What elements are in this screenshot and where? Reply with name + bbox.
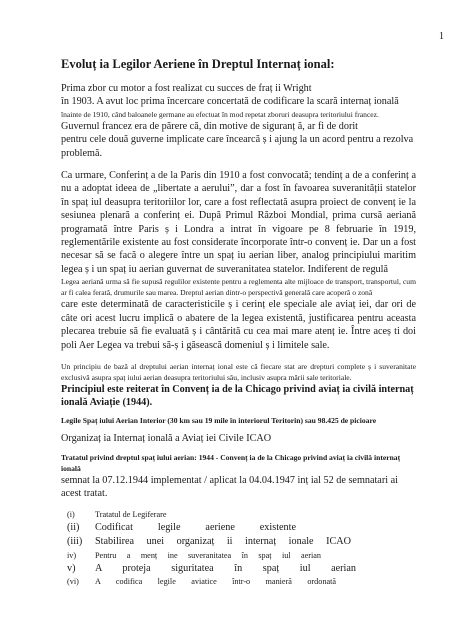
- page-number: 1: [439, 31, 444, 42]
- paragraph-line: Guvernul francez era de părere că, din motive de siguranț ă, ar fi de dorit: [61, 120, 358, 132]
- paragraph-small-text: Legea aeriană urma să fie supusă regulilor existente pentru a reglementa alte mijloace de transport, transportul, cum ar fi calea ferată, drumurile sau marea. Dreptul aerian dintr-o perspectivă generală care acoperă o zonă: [61, 277, 416, 298]
- list-item: v) A proteja siguritatea în spaț iul aerian: [67, 562, 356, 574]
- section-heading-icao: Organizaț ia Internaț ională a Aviaț iei Civile ICAO: [61, 432, 272, 444]
- list-item: iv) Pentru a menț ine suveranitatea în spaț iul aerian: [67, 550, 321, 560]
- paragraph-sovereignty-principle: Un principiu de bază al dreptului aerian internaț ional este că fiecare stat are drepturi complete ș i suveranitate exclusivă asupra spaț iului aerian deasupra teritoriului său, inclusiv asupra mării sale teritoriale.: [61, 361, 416, 382]
- paragraph-line: pentru cele două guverne implicate care încearcă ș i ajung la un acord pentru a rezolva problemă.: [61, 134, 414, 159]
- paragraph-treaty-signed: semnat la 07.12.1944 implementat / aplicat la 04.04.1947 inț ial 52 de semnatari ai acest tratat.: [61, 474, 398, 500]
- paragraph-line: Prima zbor cu motor a fost realizat cu succes de fraț ii Wright: [61, 83, 312, 94]
- paragraph-treaty-heading: Tratatul privind dreptul spaț iului aerian: 1944 - Convenț ia de la Chicago privind aviaț ia civilă internaț ională: [61, 452, 401, 473]
- list-item: (iii) Stabilirea unei organizaț ii internaț ionale ICAO: [67, 536, 351, 548]
- paragraph-paris-conference: Ca urmare, Conferinț a de la Paris din 1910 a fost convocată; tendinț a de a conferinț a nu a adoptat ideea de „libertate a aerului”, dar a fost în favoarea suveranității statelor în spaț iul deasupra teritoriilor lor, care a fost reflectată asupra proiect de convenț ie la sesiunea plenară a conferinț ei. După Primul Război Mondial, prima cursă aeriană programată între Paris ș i Londra a intrat în vigoare pe 8 februarie în 1919, reglementările existente au fost considerate încorporate într-o convenț ie. Dar un a fost necesar să se facă o alegere între un spaț iu aerian liber, analog principiului maritim legea ș i un spaț iu aerian guvernat de suveranitatea statelor. Indiferent de regulă: [61, 170, 416, 275]
- list-item: (ii) Codificat legile aeriene existente: [67, 521, 296, 533]
- list-item: (i) Tratatul de Legiferare: [67, 509, 167, 519]
- list-item: (vi) A codifica legile aviatice într-o manieră ordonată: [67, 577, 336, 587]
- paragraph-aviation-law: care este determinată de caracteristicile ș i cerinț ele speciale ale aviaț iei, dar ori de câte ori acest lucru implică o abatere de la legea existentă, justificarea pentru aceasta plecarea trebuie să fie evaluată ș i cântărită cu cea mai mare atenț ie. Între aceș ti doi poli Aer Legea va trebui să-ș i găsească domeniul ș i limitele sale.: [61, 299, 416, 351]
- paragraph-line-small: înainte de 1910, când baloanele germane au efectuat în mod repetat zboruri deasupra teritoriului francez.: [61, 109, 379, 119]
- document-title: Evoluț ia Legilor Aeriene în Dreptul Internaț ional:: [61, 57, 335, 71]
- document-body: [61, 57, 416, 588]
- paragraph-chicago-reiterated: Principiul este reiterat în Convenț ia de la Chicago privind aviaț ia civilă internaț ională Aviație (1944).: [61, 383, 414, 409]
- treaty-objectives-list: [61, 509, 416, 589]
- paragraph-line: în 1903. A avut loc prima încercare concertată de codificare la scară internaț ională: [61, 96, 399, 108]
- paragraph-interior-airspace: Legile Spaț iului Aerian Interior (30 km sau 19 mile în interiorul Teritorin) sau 98.425 de picioare: [61, 415, 377, 425]
